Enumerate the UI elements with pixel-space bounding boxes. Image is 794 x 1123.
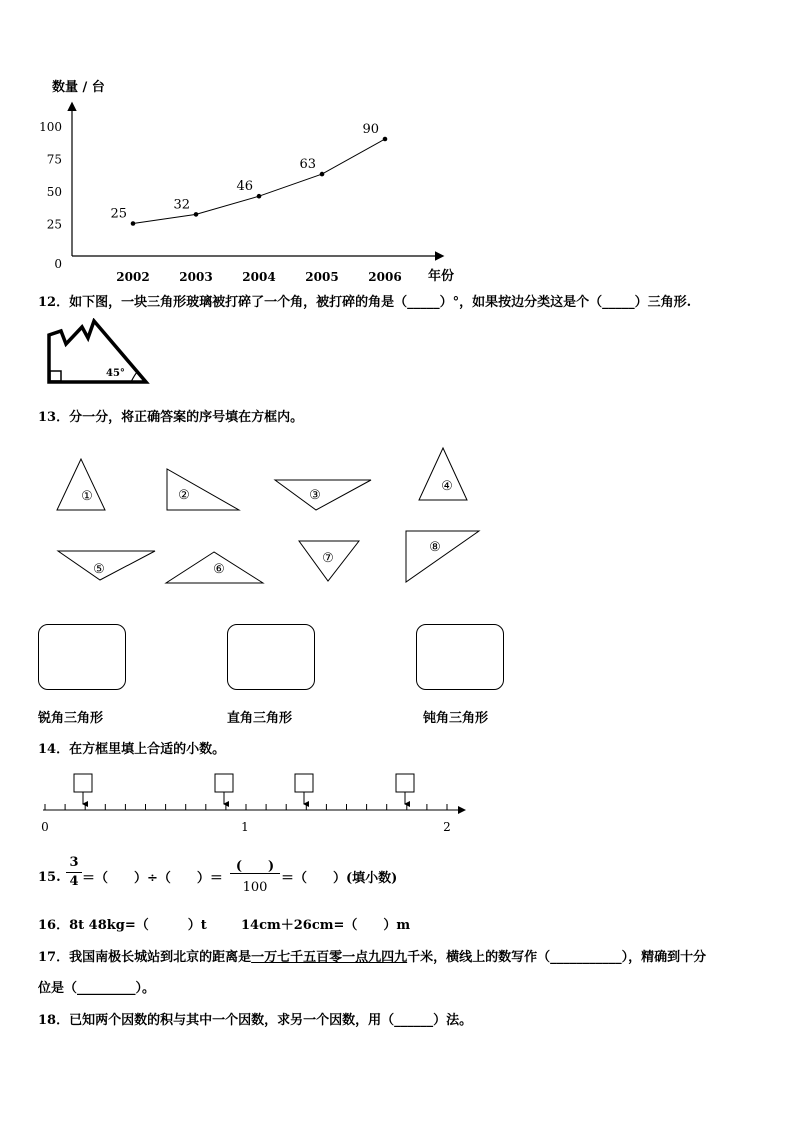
x-tick-label: 2006 (368, 270, 402, 284)
triangle-6-label: ⑥ (213, 562, 225, 577)
q14-text: 14．在方框里填上合适的小数。 (38, 742, 226, 757)
data-label: 25 (110, 206, 127, 222)
triangle-8 (406, 531, 479, 582)
q15-frac-numerator: 3 (69, 855, 79, 870)
triangle-6 (166, 552, 263, 583)
q15-frac2-line (230, 873, 280, 874)
triangle-3 (275, 480, 371, 510)
data-label: 63 (299, 157, 316, 173)
number-line-box-1[interactable] (74, 774, 92, 804)
triangle-8-label: ⑧ (429, 540, 441, 555)
data-point (257, 194, 262, 199)
obtuse-answer-box[interactable] (416, 624, 504, 690)
triangle-5-label: ⑤ (93, 562, 105, 577)
q13-text: 13．分一分，将正确答案的序号填在方框内。 (38, 410, 304, 425)
broken-triangle (44, 318, 154, 386)
right-angle-mark (50, 371, 61, 381)
y-tick-label: 0 (54, 257, 62, 271)
q16-part2: 14cm＋26cm=（ ）m (241, 918, 411, 933)
data-label: 46 (236, 179, 253, 195)
data-point (320, 172, 325, 177)
q17-line2: 位是（_________）。 (38, 981, 156, 996)
triangle-4-label: ④ (441, 479, 453, 494)
q12-text: 12．如下图，一块三角形玻璃被打碎了一个角，被打碎的角是（_____）°，如果按边分类这是个（_____）三角形. (38, 295, 692, 310)
triangle-5 (58, 551, 155, 580)
triangle-set (0, 440, 794, 595)
triangle-7-label: ⑦ (322, 551, 334, 566)
q18-text: 18．已知两个因数的积与其中一个因数，求另一个因数，用（______）法。 (38, 1013, 473, 1028)
triangle-2-label: ② (178, 488, 190, 503)
number-line-box-4[interactable] (396, 774, 414, 804)
q15-frac-line (66, 872, 82, 873)
triangle-1 (57, 459, 105, 510)
chart-xlabel: 年份 (428, 269, 455, 284)
q15-number: 15. (38, 870, 61, 885)
triangle-7 (299, 541, 359, 581)
number-line (0, 768, 794, 838)
y-tick-label: 25 (46, 217, 62, 232)
tick-label-1: 1 (241, 820, 249, 834)
triangle-4 (419, 448, 467, 500)
y-tick-label: 50 (46, 185, 62, 199)
x-tick-label: 2002 (116, 270, 150, 284)
x-tick-label: 2004 (242, 270, 276, 284)
q17-line1 (38, 946, 706, 965)
data-label: 90 (362, 122, 379, 137)
angle-label: 45° (106, 368, 125, 379)
chart-ylabel: 数量 / 台 (52, 80, 105, 95)
y-tick-label: 75 (46, 152, 62, 167)
q15-middle: ＝（ ）÷（ ）＝ (82, 871, 223, 886)
data-point (194, 212, 199, 217)
right-answer-box[interactable] (227, 624, 315, 690)
q17-suffix: 千米，横线上的数写作（___________），精确到十分 (407, 950, 707, 965)
triangle-1-label: ① (81, 489, 93, 504)
number-line-box-3[interactable] (295, 774, 313, 804)
x-tick-label: 2003 (179, 270, 213, 284)
q17-prefix: 17．我国南极长城站到北京的距离是 (38, 950, 252, 965)
y-tick-label: 100 (39, 120, 62, 134)
line-chart (0, 0, 794, 290)
number-line-box-2[interactable] (215, 774, 233, 804)
q15-frac2-denominator: 100 (242, 880, 268, 895)
tick-label-2: 2 (443, 820, 451, 834)
data-label: 32 (173, 197, 190, 213)
tick-label-0: 0 (41, 820, 49, 834)
triangle-2 (167, 469, 239, 510)
acute-answer-box[interactable] (38, 624, 126, 690)
q16-part1: 16．8t 48kg=（ ）t (38, 918, 207, 933)
acute-label: 锐角三角形 (38, 711, 104, 726)
right-label: 直角三角形 (227, 711, 293, 726)
q17-underlined: 一万七千五百零一点九四九 (251, 950, 408, 965)
data-point (131, 221, 136, 226)
obtuse-label: 钝角三角形 (423, 711, 489, 726)
triangle-3-label: ③ (309, 488, 321, 503)
series-line (133, 139, 385, 224)
q15-tail: ＝（ ）(填小数) (281, 871, 398, 886)
x-tick-label: 2005 (305, 270, 339, 284)
data-point (383, 137, 388, 142)
q15-frac2-numerator[interactable]: ( ) (235, 859, 275, 874)
q15-frac-denominator: 4 (69, 874, 79, 889)
